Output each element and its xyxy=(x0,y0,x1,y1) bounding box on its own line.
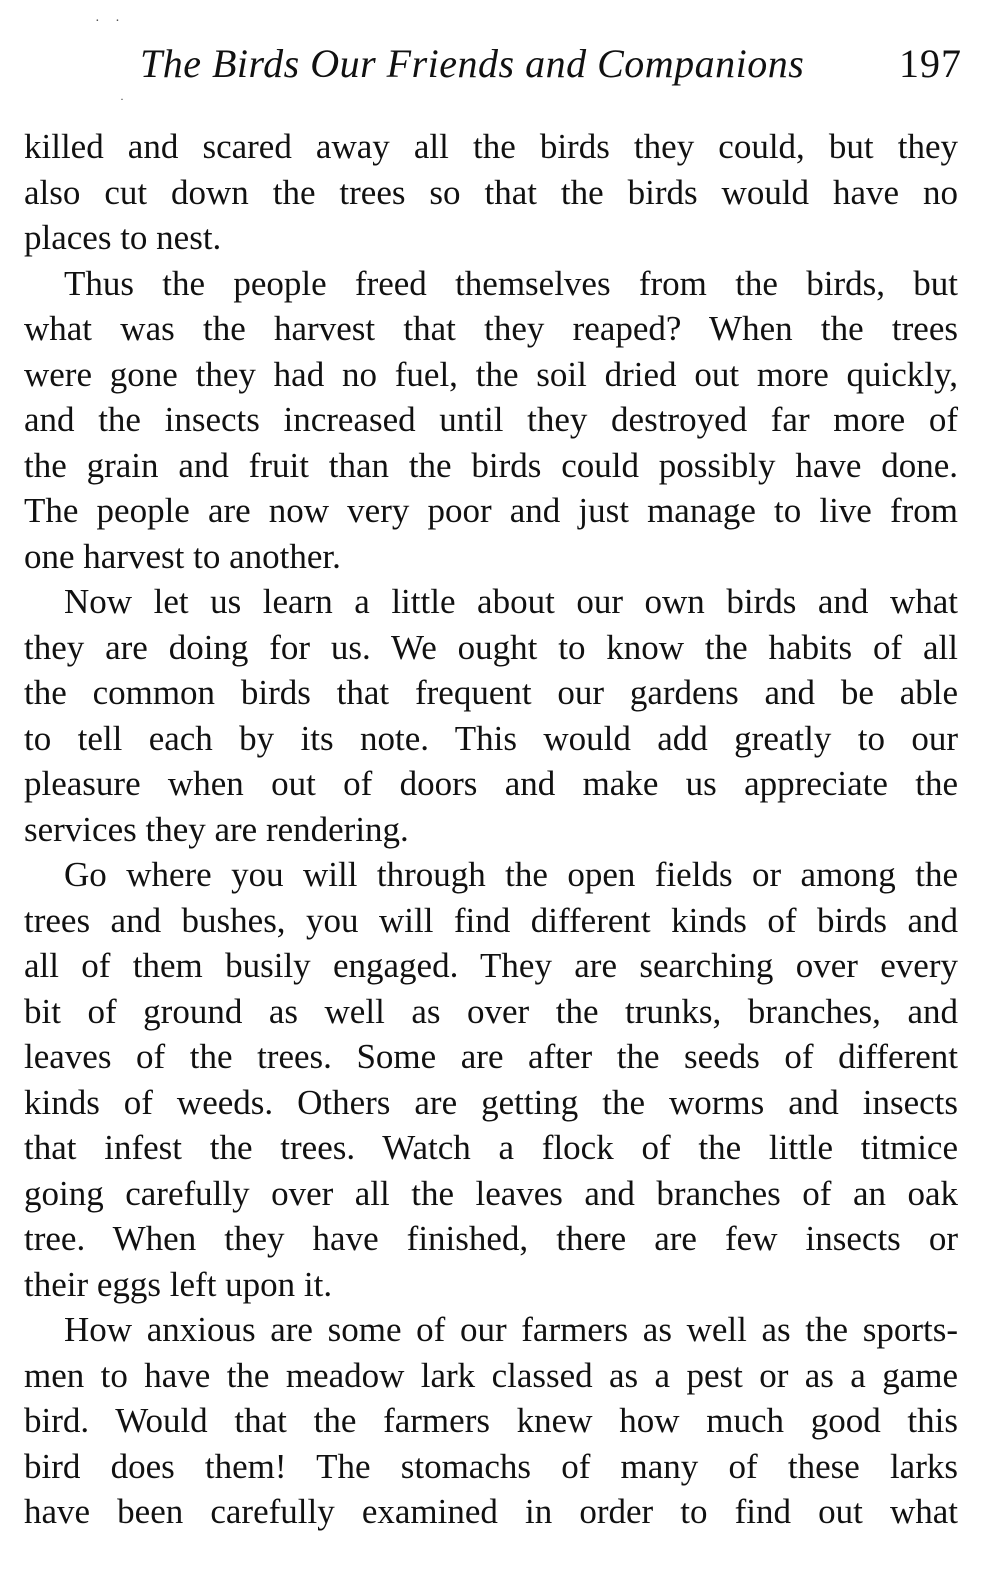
text-line: were gone they had no fuel, the soil dried out more quickly, xyxy=(24,354,958,394)
text-line: bit of ground as well as over the trunks, branches, and xyxy=(24,991,958,1031)
page-number: 197 xyxy=(899,41,962,86)
text-line: they are doing for us. We ought to know the habits of all xyxy=(24,627,958,667)
text-line: and the insects increased until they destroyed far more of xyxy=(24,400,958,439)
text-line: have been carefully examined in order to find out what xyxy=(24,1492,958,1531)
text-line: their eggs left upon it. xyxy=(24,1264,333,1304)
text-line: men to have the meadow lark classed as a pest or as a game xyxy=(24,1355,958,1395)
print-specks: · · xyxy=(95,14,126,29)
paragraph xyxy=(24,852,958,1307)
running-header xyxy=(140,40,962,96)
text-line: bird. Would that the farmers knew how much good this xyxy=(24,1401,958,1440)
text-line: one harvest to another. xyxy=(24,536,341,576)
text-line: what was the harvest that they reaped? When the trees xyxy=(24,309,958,348)
text-line: The people are now very poor and just manage to live from xyxy=(24,491,958,530)
body-text xyxy=(24,124,958,1535)
text-line: to tell each by its note. This would add greatly to our xyxy=(24,718,958,758)
text-line: places to nest. xyxy=(24,218,222,257)
text-line: tree. When they have finished, there are few insects or xyxy=(24,1219,958,1258)
text-line: that infest the trees. Watch a flock of the little titmice xyxy=(24,1128,958,1167)
paragraph xyxy=(24,579,958,852)
running-title: The Birds Our Friends and Companions xyxy=(140,41,805,86)
text-line: killed and scared away all the birds they could, but they xyxy=(24,127,958,166)
paragraph xyxy=(24,124,958,261)
text-line: the common birds that frequent our gardens and be able xyxy=(24,673,958,712)
text-line: Go where you will through the open fields or among the xyxy=(64,855,958,894)
text-line: How anxious are some of our farmers as well as the sports- xyxy=(64,1310,958,1349)
paragraph xyxy=(24,261,958,580)
text-line: bird does them! The stomachs of many of these larks xyxy=(24,1446,958,1486)
text-line: going carefully over all the leaves and branches of an oak xyxy=(24,1173,958,1213)
text-line: pleasure when out of doors and make us appreciate the xyxy=(24,764,958,803)
text-line: Thus the people freed themselves from the birds, but xyxy=(64,263,958,303)
text-line: the grain and fruit than the birds could possibly have done. xyxy=(24,445,958,485)
text-line: kinds of weeds. Others are getting the worms and insects xyxy=(24,1082,958,1122)
text-line: services they are rendering. xyxy=(24,809,409,849)
text-line: all of them busily engaged. They are searching over every xyxy=(24,946,958,985)
text-line: Now let us learn a little about our own birds and what xyxy=(64,582,958,621)
text-line: leaves of the trees. Some are after the seeds of different xyxy=(24,1037,958,1076)
print-speck-mark: · xyxy=(120,92,124,106)
text-line: also cut down the trees so that the birds would have no xyxy=(24,172,958,212)
text-line: trees and bushes, you will find different kinds of birds and xyxy=(24,900,958,940)
paragraph xyxy=(24,1307,958,1535)
